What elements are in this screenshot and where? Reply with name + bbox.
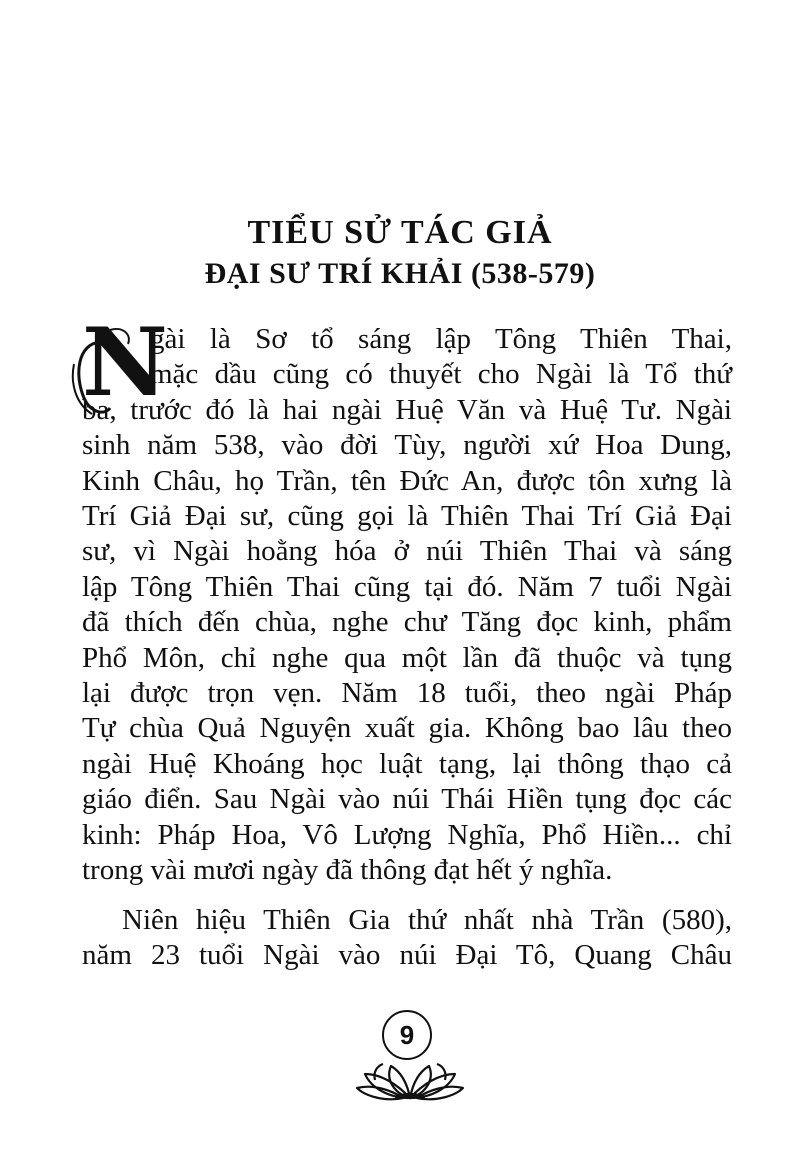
text-line: sinh năm 538, vào đời Tùy, người xứ Hoa Dung, [82, 429, 732, 462]
dropcap-ornament [70, 308, 168, 420]
page-title: TIỂU SỬ TÁC GIẢ [247, 214, 553, 251]
page-number: 9 [399, 1020, 415, 1050]
body-text [82, 308, 732, 973]
text-line: ba, trước đó là hai ngài Huệ Văn và Huệ Tư. Ngài [82, 393, 732, 426]
text-line: trong vài mươi ngày đã thông đạt hết ý nghĩa. [82, 854, 613, 887]
text-line: Trí Giả Đại sư, cũng gọi là Thiên Thai Trí Giả Đại [82, 500, 732, 533]
text-line: gài là Sơ tổ sáng lập Tông Thiên Thai, [150, 323, 732, 355]
text-line: ngài Huệ Khoáng học luật tạng, lại thông thạo cả [82, 747, 732, 780]
dropcap-letter: N [82, 308, 168, 418]
text-line: giáo điển. Sau Ngài vào núi Thái Hiền tụng đọc các [82, 783, 732, 816]
page-number-ornament [355, 1010, 465, 1100]
text-line: Phổ Môn, chỉ nghe qua một lần đã thuộc và tụng [82, 641, 732, 674]
text-line: mặc dầu cũng có thuyết cho Ngài là Tổ thứ [150, 358, 732, 391]
text-line: lại được trọn vẹn. Năm 18 tuổi, theo ngài Pháp [82, 677, 732, 710]
text-line: kinh: Pháp Hoa, Vô Lượng Nghĩa, Phổ Hiền... chỉ [82, 818, 732, 851]
page-number-badge [382, 1010, 432, 1060]
text-line: đã thích đến chùa, nghe chư Tăng đọc kinh, phẩm [82, 606, 732, 639]
page-subtitle: ĐẠI SƯ TRÍ KHẢI (538-579) [204, 257, 596, 290]
text-line: Tự chùa Quả Nguyện xuất gia. Không bao lâu theo [82, 712, 732, 745]
text-line: lập Tông Thiên Thai cũng tại đó. Năm 7 tuổi Ngài [82, 570, 732, 603]
text-line: sư, vì Ngài hoằng hóa ở núi Thiên Thai và sáng [82, 535, 732, 568]
text-line: Kinh Châu, họ Trần, tên Đức An, được tôn xưng là [82, 464, 732, 497]
text-line: năm 23 tuổi Ngài vào núi Đại Tô, Quang Châu [82, 938, 732, 971]
text-line: Niên hiệu Thiên Gia thứ nhất nhà Trần (580), [122, 903, 732, 936]
